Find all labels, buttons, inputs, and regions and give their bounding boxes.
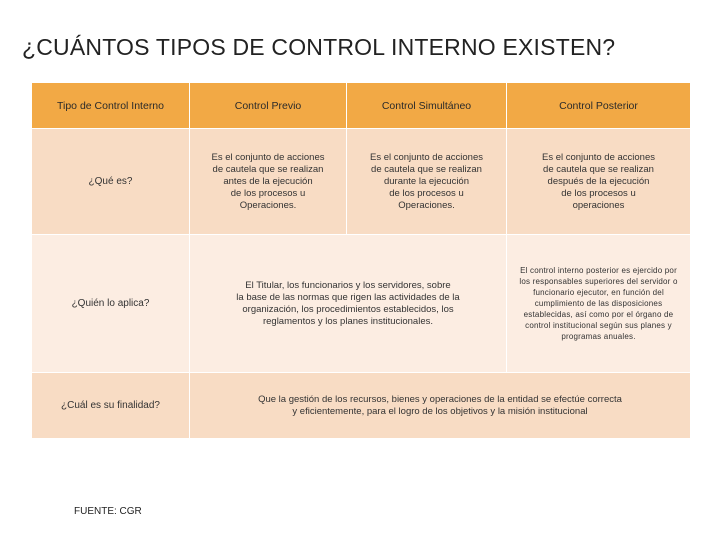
- row-label-quien-aplica: ¿Quién lo aplica?: [32, 235, 190, 373]
- cell-quien-aplica-previo-simultaneo: El Titular, los funcionarios y los servidores, sobre la base de las normas que rigen las actividades de la organización, los procedimientos establecidos, los reglamentos y los planes institucionales.: [190, 235, 507, 373]
- table-row-que-es: [32, 129, 691, 235]
- table-row-quien-aplica: [32, 235, 691, 373]
- cell-que-es-simultaneo: Es el conjunto de acciones de cautela que se realizan durante la ejecución de los procesos u Operaciones.: [347, 129, 507, 235]
- table-row-finalidad: [32, 373, 691, 439]
- header-previo: Control Previo: [190, 83, 347, 129]
- row-label-finalidad: ¿Cuál es su finalidad?: [32, 373, 190, 439]
- cell-finalidad-all: Que la gestión de los recursos, bienes y operaciones de la entidad se efectúe correcta y eficientemente, para el logro de los objetivos y la misión institucional: [190, 373, 691, 439]
- slide-title: ¿CUÁNTOS TIPOS DE CONTROL INTERNO EXISTEN?: [22, 34, 616, 60]
- cell-quien-aplica-posterior: El control interno posterior es ejercido por los responsables superiores del servidor o funcionario ejecutor, en función del cumplimiento de las disposiciones establecidas, así como por el órgano de control institucional según sus planes y programas anuales.: [507, 235, 691, 373]
- row-label-que-es: ¿Qué es?: [32, 129, 190, 235]
- header-posterior: Control Posterior: [507, 83, 691, 129]
- header-simultaneo: Control Simultáneo: [347, 83, 507, 129]
- control-types-table: [31, 82, 691, 439]
- cell-que-es-previo: Es el conjunto de acciones de cautela que se realizan antes de la ejecución de los procesos u Operaciones.: [190, 129, 347, 235]
- cell-que-es-posterior: Es el conjunto de acciones de cautela que se realizan después de la ejecución de los procesos u operaciones: [507, 129, 691, 235]
- table-header-row: [32, 83, 691, 129]
- source-note: FUENTE: CGR: [74, 506, 142, 517]
- header-tipo: Tipo de Control Interno: [32, 83, 190, 129]
